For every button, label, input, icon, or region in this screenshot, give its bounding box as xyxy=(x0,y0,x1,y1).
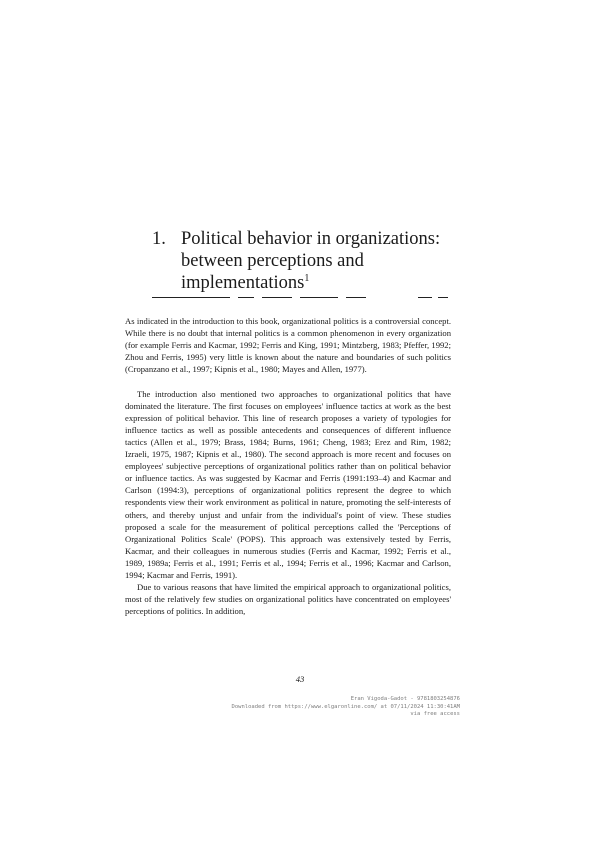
heading-rule xyxy=(346,297,366,298)
footnote-marker[interactable]: 1 xyxy=(304,272,310,284)
heading-rule xyxy=(238,297,254,298)
heading-rule xyxy=(152,297,230,298)
watermark-line-3: via free access xyxy=(410,711,460,717)
chapter-number: 1. xyxy=(152,229,166,249)
watermark-line-2: Downloaded from https://www.elgaronline.com/ at 07/11/2024 11:30:41AM xyxy=(231,703,460,710)
body-text xyxy=(125,315,451,617)
paragraph-3: Due to various reasons that have limited the empirical approach to organizational politics, most of the relatively few studies on organizational politics have concentrated on employees' perceptions of politics. In addition, xyxy=(125,582,451,617)
heading-rule xyxy=(300,297,338,298)
chapter-title-line-1: Political behavior in organizations: xyxy=(181,229,441,249)
chapter-title xyxy=(181,228,456,294)
download-watermark xyxy=(160,696,460,719)
paragraph-1: As indicated in the introduction to this book, organizational politics is a controversial concept. While there is no doubt that internal politics is a common phenomenon in every organization (for example Ferris and Kacmar, 1992; Ferris and King, 1991; Mintzberg, 1983; Pfeffer, 1992; Zhou and Ferris, 1995) very little is known about the nature and boundaries of such politics (Cropanzano et al., 1997; Kipnis et al., 1980; Mayes and Allen, 1977). xyxy=(125,316,451,375)
heading-rule xyxy=(262,297,292,298)
chapter-title-line-2: between perceptions and xyxy=(181,251,364,271)
chapter-title-line-3 xyxy=(181,272,456,294)
chapter-title-line-3-text: implementations xyxy=(181,273,305,293)
paragraph-2: The introduction also mentioned two approaches to organizational politics that have dominated the literature. The first focuses on employees' influence tactics at work as the best expression of political behavior. This line of research proposes a variety of typologies for influence tactics as well as possible antecedents and consequences of different influence tactics (Allen et al., 1979; Brass, 1984; Burns, 1961; Cheng, 1983; Erez and Rim, 1982; Izraeli, 1975, 1987; Kipnis et al., 1980). The second approach is more recent and focuses on employees' subjective perceptions of organizational politics rather than on political behavior or influence tactics. As was suggested by Kacmar and Ferris (1991:193–4) and Kacmar and Carlson (1994:3), perceptions of organizational politics represent the degree to which respondents view their work environment as political in nature, promoting the self-interests of others, and thereby unjust and unfair from the individual's point of view. These studies proposed a scale for the measurement of political perceptions called the 'Perceptions of Organizational Politics Scale' (POPS). This approach was extensively tested by Ferris, Kacmar, and their colleagues in numerous studies (Ferris and Kacmar, 1992; Ferris et al., 1989, 1989a; Ferris et al., 1991; Ferris et al., 1994; Ferris et al., 1996; Kacmar and Carlson, 1994; Kacmar and Ferris, 1991). xyxy=(125,388,451,580)
heading-rule xyxy=(418,297,432,298)
heading-rule xyxy=(438,297,448,298)
page-number: 43 xyxy=(295,674,305,684)
watermark-line-1: Eran Vigoda-Gadot - 9781803254876 xyxy=(350,696,460,702)
